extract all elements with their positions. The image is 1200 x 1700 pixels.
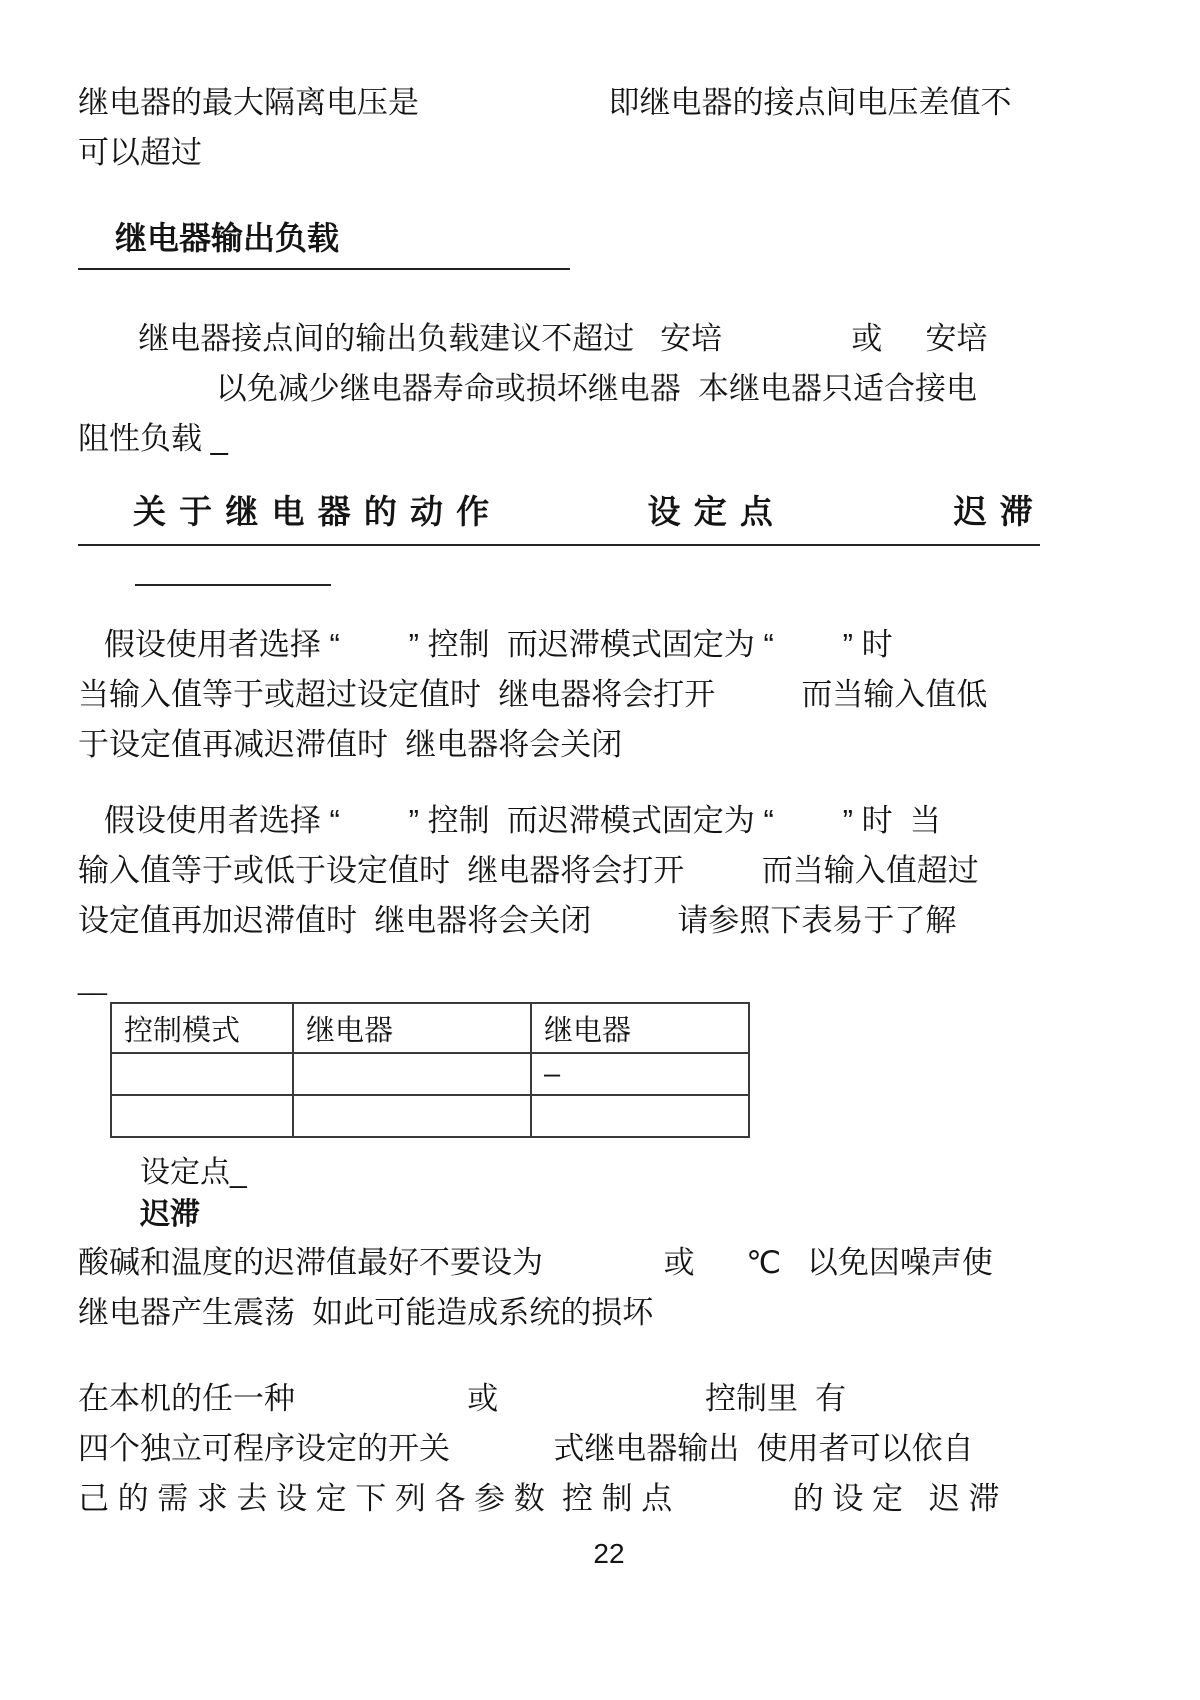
text-line: 以免减少继电器寿命或损坏继电器 本继电器只适合接电 xyxy=(78,371,978,406)
text-line: 阻性负载 _ xyxy=(78,421,228,456)
text-line: 继电器接点间的输出负载建议不超过 安培 或 安培 xyxy=(78,321,988,356)
text-line: 假设使用者选择 “ ” 控制 而迟滞模式固定为 “ ” 时 当 xyxy=(78,803,941,838)
text-line: 在本机的任一种 或 控制里 有 xyxy=(78,1381,847,1416)
intro-paragraph xyxy=(78,78,1140,178)
page-number: 22 xyxy=(593,1538,625,1569)
text-line: 可以超过 xyxy=(78,135,202,170)
relay-load-paragraph xyxy=(78,314,1140,464)
outputs-paragraph xyxy=(78,1374,1140,1524)
title-underline-continuation xyxy=(135,546,331,586)
hysteresis-paragraph xyxy=(78,1238,1140,1338)
table-cell xyxy=(293,1053,531,1095)
text-line: 继电器的最大隔离电压是 即继电器的接点间电压差值不 xyxy=(78,85,1012,120)
text-line: 当输入值等于或超过设定值时 继电器将会打开 而当输入值低 xyxy=(78,677,988,712)
hysteresis-label: 迟滞 xyxy=(140,1198,200,1231)
text-line: 四个独立可程序设定的开关 式继电器输出 使用者可以依自 xyxy=(78,1431,974,1466)
table-cell xyxy=(531,1095,749,1137)
text-line: 设定值再加迟滞值时 继电器将会关闭 请参照下表易于了解 xyxy=(78,903,957,938)
low-control-paragraph xyxy=(78,796,1140,946)
table-cell: – xyxy=(531,1053,749,1095)
text-line: 继电器产生震荡 如此可能造成系统的损坏 xyxy=(78,1295,654,1330)
text-line: 假设使用者选择 “ ” 控制 而迟滞模式固定为 “ ” 时 xyxy=(78,627,893,662)
section-title-relay-output-load: 继电器输出负载 xyxy=(78,216,570,270)
header-relay-2: 继电器 xyxy=(531,1003,749,1053)
table-cell xyxy=(293,1095,531,1137)
setpoint-label: 设定点_ xyxy=(140,1156,247,1189)
text-line: 酸碱和温度的迟滞值最好不要设为 或 ℃ 以免因噪声使 xyxy=(78,1245,993,1280)
high-control-paragraph xyxy=(78,620,1140,770)
section-title-relay-action: 关 于 继 电 器 的 动 作 设 定 点 迟 滞 xyxy=(78,488,1040,546)
table-header-row xyxy=(111,1003,749,1053)
table-cell xyxy=(111,1053,293,1095)
table-row xyxy=(111,1053,749,1095)
header-relay-1: 继电器 xyxy=(293,1003,531,1053)
table-row xyxy=(111,1095,749,1137)
text-line: 于设定值再减迟滞值时 继电器将会关闭 xyxy=(78,727,623,762)
relay-mode-table xyxy=(110,1002,750,1138)
text-line: 己 的 需 求 去 设 定 下 列 各 参 数 控 制 点 的 设 定 迟 滞 xyxy=(78,1481,1000,1516)
header-control-mode: 控制模式 xyxy=(111,1003,293,1053)
table-cell xyxy=(111,1095,293,1137)
underscore-note: __ xyxy=(78,966,107,996)
text-line: 输入值等于或低于设定值时 继电器将会打开 而当输入值超过 xyxy=(78,853,979,888)
